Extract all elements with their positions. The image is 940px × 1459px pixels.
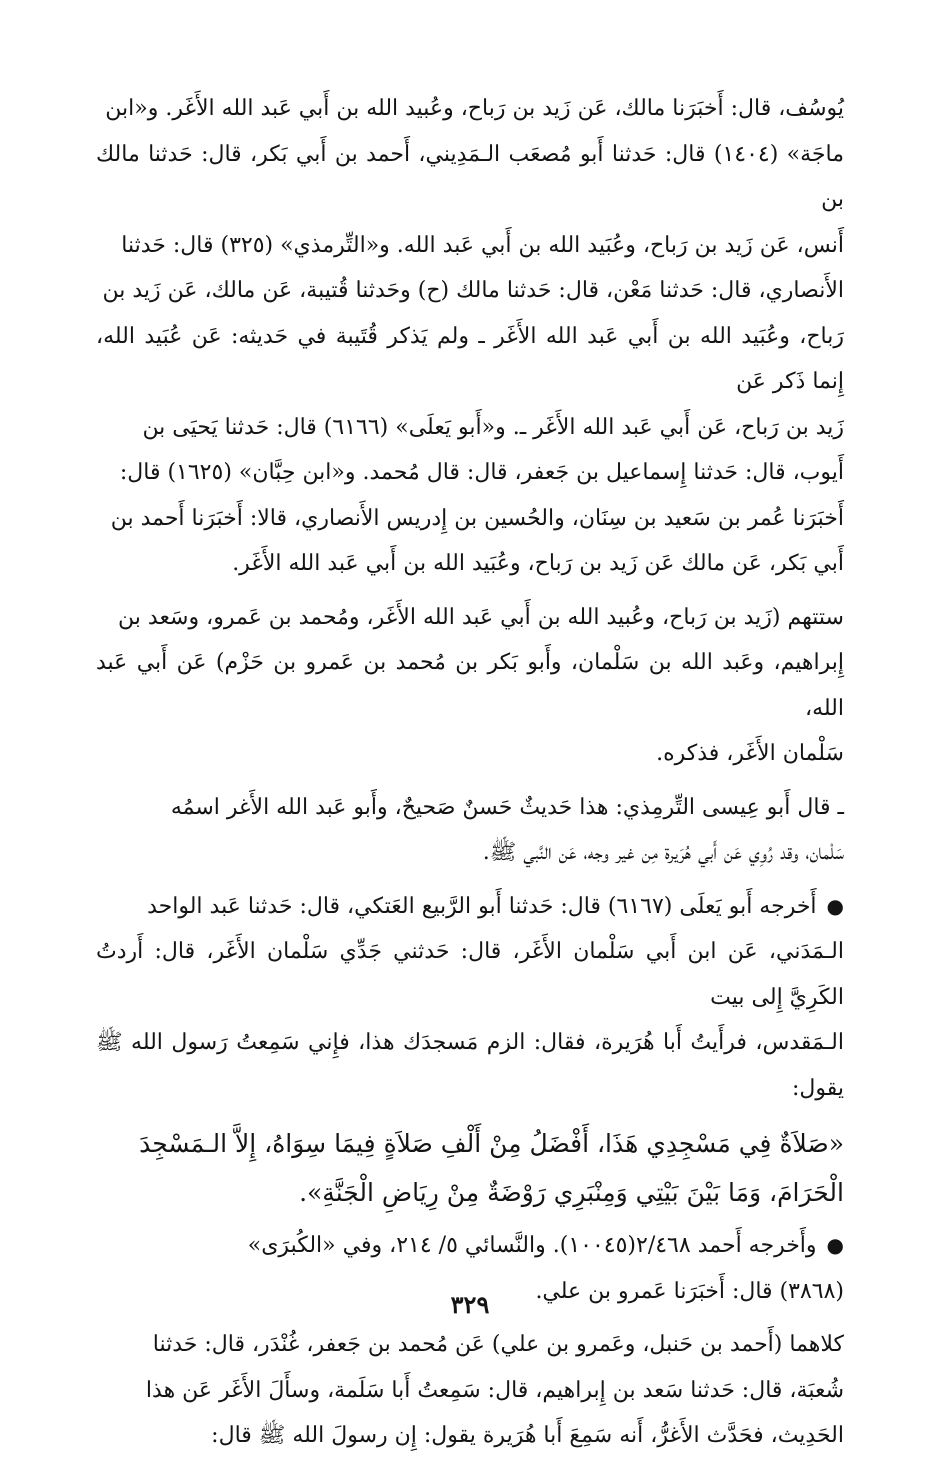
- text-line: أَيوب، قال: حَدثنا إِسماعيل بن جَعفر، قال: قال مُحمد. و«ابن حِبَّان» (١٦٢٥) قال:: [119, 460, 844, 485]
- text-line: رَباح، وعُبَيد الله بن أَبي عَبد الله الأَغَر ـ ولم يَذكر قُتَيبة في حَديثه: عَن عُبَيد الله، إِنما ذَكر عَن: [96, 323, 844, 394]
- text-line: الأَنصاري، قال: حَدثنا مَعْن، قال: حَدثنا مالك (ح) وحَدثنا قُتيبة، عَن مالك، عَن زَيد بن: [102, 278, 844, 303]
- text-line: أَخبَرَنا عُمر بن سَعيد بن سِنَان، والحُسين بن إِدريس الأَنصاري، قالا: أَخبَرَنا أَحمد بن: [110, 505, 844, 531]
- bullet-dot-icon: ●: [826, 893, 844, 918]
- paragraph-tirmidhi-comment: [96, 785, 844, 876]
- text-line: أَبي بَكر، عَن مالك عَن زَيد بن رَباح، وعُبَيد الله بن أَبي عَبد الله الأَغَر.: [232, 551, 844, 576]
- paragraph-abu-yala-bullet: [96, 884, 844, 1112]
- text-line: ستتهم (زَيد بن رَباح، وعُبيد الله بن أَبي عَبد الله الأَغَر، ومُحمد بن عَمرو، وسَعد بن: [118, 604, 844, 630]
- text-line: [96, 884, 844, 930]
- text-line: سَلْمان، وقد رُوِي عَن أَبي هُرَيرة مِن غير وجه، عَن النَّبي ﷺ.: [482, 840, 844, 865]
- hadith-text: [96, 1119, 844, 1217]
- text-line: إِبراهيم، وعَبد الله بن سَلْمان، وأَبو بَكر بن مُحمد بن عَمرو بن حَزْم) عَن أَبي عَبد الله،: [96, 650, 844, 721]
- text-line: الحَدِيث، فحَدَّث الأَغرُّ، أَنه سَمِعَ أَبا هُرَيرة يقول: إِن رسولَ الله ﷺ قال:: [211, 1423, 844, 1448]
- text-line: شُعبَة، قال: حَدثنا سَعد بن إِبراهيم، قال: سَمِعتُ أَبا سَلَمة، وسأَلَ الأَغَر عَن هذا: [145, 1377, 844, 1403]
- text-line: الـمَدَني، عَن ابن أَبي سَلْمان الأَغَر، قال: حَدثني جَدِّي سَلْمان الأَغَر، قال: أَردتُ الكَرِيَّ إِلى بيت: [96, 939, 844, 1010]
- text-line: سَلْمان الأَغَر، فذكره.: [656, 741, 844, 766]
- text-line: الـمَقدس، فرأَيتُ أَبا هُرَيرة، فقال: الزم مَسجدَك هذا، فإِني سَمِعتُ رَسول الله ﷺ يقول:: [96, 1030, 844, 1101]
- text-line: كلاهما (أَحمد بن حَنبل، وعَمرو بن علي) عَن مُحمد بن جَعفر، غُنْدَر، قال: حَدثنا: [152, 1332, 844, 1357]
- text-line: (٣٨٦٨) قال: أَخبَرَنا عَمرو بن علي.: [535, 1278, 844, 1304]
- paragraph-both-narrators: [96, 1322, 844, 1459]
- text-line: ماجَة» (١٤٠٤) قال: حَدثنا أَبو مُصعَب الـمَدِيني، أَحمد بن أَبي بَكر، قال: حَدثنا مالك بن: [96, 141, 845, 212]
- paragraph-six-narrators: [96, 595, 844, 777]
- text-line-content: أَخرجه أَبو يَعلَى (٦١٦٧) قال: حَدثنا أَبو الرَّبيع العَتكي، قال: حَدثنا عَبد الواحد: [147, 893, 817, 919]
- page-number: ٣٢٩: [450, 1290, 490, 1319]
- text-line: [96, 1223, 844, 1269]
- hadith-line: «صَلاَةٌ فِي مَسْجِدِي هَذَا، أَفْضَلُ مِنْ أَلْفِ صَلاَةٍ فِيمَا سِوَاهُ، إِلاَّ الـمَسْجِدَ: [139, 1129, 844, 1158]
- text-line: ـ قال أَبو عِيسى التِّرمِذي: هذا حَديثٌ حَسنٌ صَحيحٌ، وأَبو عَبد الله الأَغر اسمُه: [170, 794, 844, 820]
- bullet-dot-icon: ●: [826, 1233, 844, 1257]
- page-body: [96, 86, 844, 1459]
- text-line-content: وأَخرجه أَحمد ٢/٤٦٨(١٠٠٤٥). والنَّسائي ٥/ ٢١٤، وفي «الكُبرَى»: [247, 1233, 817, 1258]
- hadith-line: الْحَرَامَ، وَمَا بَيْنَ بَيْتِي وَمِنْبَرِي رَوْضَةٌ مِنْ رِيَاضِ الْجَنَّةِ».: [299, 1178, 844, 1207]
- text-line: زَيد بن رَباح، عَن أَبي عَبد الله الأَغَر ـ. و«أَبو يَعلَى» (٦١٦٦) قال: حَدثنا يَحيَى بن: [142, 414, 844, 440]
- text-line: يُوسُف، قال: أَخبَرَنا مالك، عَن زَيد بن رَباح، وعُبيد الله بن أَبي عَبد الله الأَغَر. و«ابن: [105, 96, 844, 121]
- text-line: أَنس، عَن زَيد بن رَباح، وعُبَيد الله بن أَبي عَبد الله. و«التِّرمذي» (٣٢٥) قال: حَدثنا: [121, 232, 844, 258]
- paragraph-isnad-sources: [96, 86, 844, 587]
